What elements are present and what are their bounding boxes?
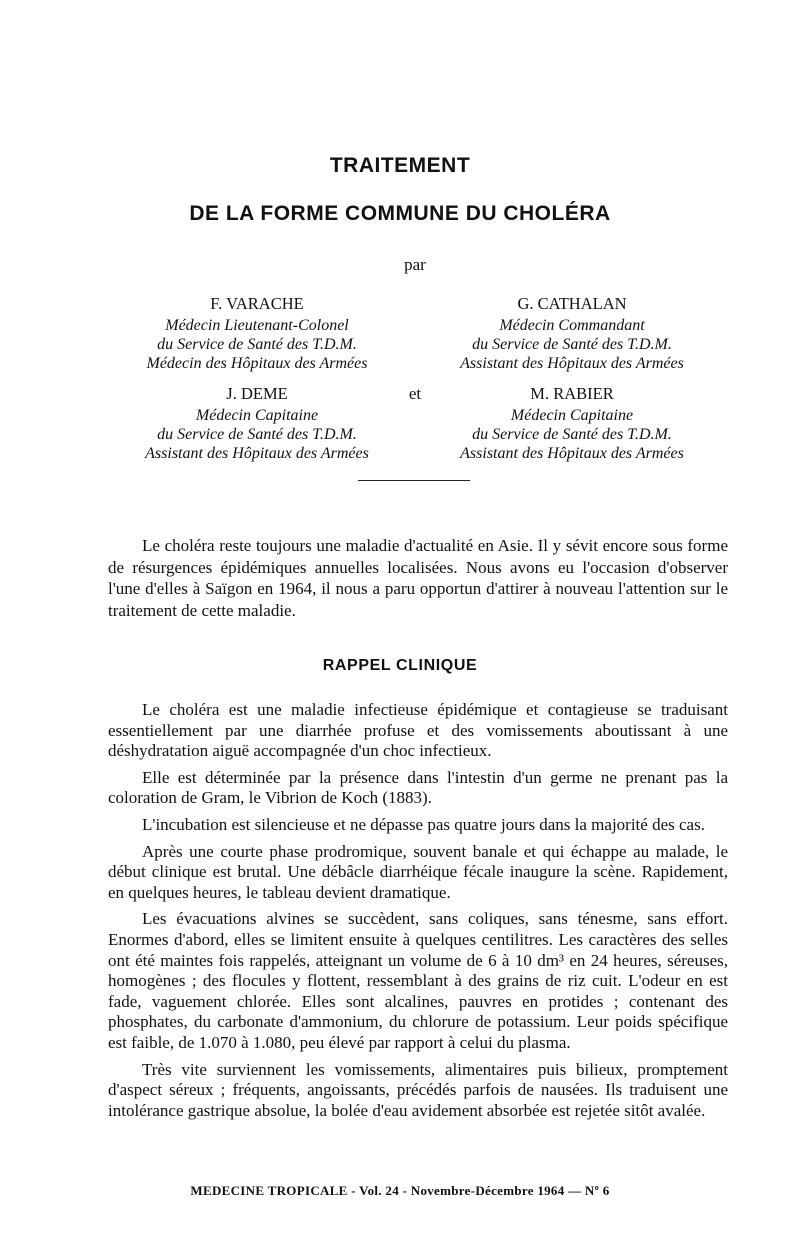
section-heading: RAPPEL CLINIQUE (322, 657, 478, 674)
author-block-varache (112, 294, 402, 373)
author-title-service: du Service de Santé des T.D.M. (472, 336, 672, 353)
body-paragraph-2: Elle est déterminée par la présence dans l'intestin d'un germe ne prenant pas la coloration de Gram, le Vibrion de Koch (1883). (108, 767, 728, 808)
journal-footer: MEDECINE TROPICALE - Vol. 24 - Novembre-Décembre 1964 — Nº 6 (190, 1183, 610, 1198)
author-name: M. RABIER (530, 384, 614, 403)
author-title-rank: Médecin Commandant (499, 317, 645, 334)
section-body (108, 700, 728, 1127)
body-paragraph-5: Les évacuations alvines se succèdent, sans coliques, sans ténesme, sans effort. Enormes d'abord, elles se limitent ensuite à quelques centilitres. Les caractères des selles ont été maintes fois rappelés, atteignant un volume de 6 à 10 dm³ en 24 heures, séreuses, homogènes ; des flocules y flottent, ressemblant à des grains de riz cuit. L'odeur en est fade, vaguement chlorée. Elles sont alcalines, pauvres en protides ; contenant des phosphates, du carbonate d'ammonium, du chlorure de potassium. Leur poids spécifique est faible, de 1.070 à 1.080, peu élevé par rapport à celui du plasma. (108, 909, 728, 1052)
author-name: F. VARACHE (210, 294, 304, 313)
author-title-service: du Service de Santé des T.D.M. (472, 426, 672, 443)
author-name: G. CATHALAN (517, 294, 627, 313)
article-title-line-2: DE LA FORME COMMUNE DU CHOLÉRA (189, 202, 611, 225)
body-paragraph-3: L'incubation est silencieuse et ne dépasse pas quatre jours dans la majorité des cas. (142, 814, 705, 834)
article-title-line-1: TRAITEMENT (329, 154, 471, 177)
intro-paragraph: Le choléra reste toujours une maladie d'actualité en Asie. Il y sévit encore sous forme de résurgences épidémiques annuelles localisées. Nous avons eu l'occasion d'observer l'une d'elles à Saïgon en 1964, il nous a paru opportun d'attirer à nouveau l'attention sur le traitement de cette maladie. (108, 536, 728, 620)
body-paragraph-4: Après une courte phase prodromique, souvent banale et qui échappe au malade, le début clinique est brutal. Une débâcle diarrhéique fécale inaugure la scène. Rapidement, en quelques heures, le tableau devient dramatique. (108, 841, 728, 902)
author-title-rank: Médecin Capitaine (195, 407, 319, 424)
body-paragraph-1: Le choléra est une maladie infectieuse épidémique et contagieuse se traduisant essentiellement par une diarrhée profuse et des vomissements aboutissant à une déshydratation aiguë accompagnée d'un choc infectieux. (108, 700, 728, 761)
author-title-hospital: Assistant des Hôpitaux des Armées (145, 445, 369, 462)
byline-par: par (404, 255, 426, 274)
byline-et: et (408, 384, 422, 403)
body-paragraph-6: Très vite surviennent les vomissements, alimentaires puis bilieux, promptement d'aspect séreux ; fréquents, angoissants, précédés parfois de nausées. Ils traduisent une intolérance gastrique absolue, la bolée d'eau avidement absorbée est rejetée sitôt avalée. (108, 1059, 728, 1120)
author-title-hospital: Assistant des Hôpitaux des Armées (460, 445, 684, 462)
author-title-rank: Médecin Lieutenant-Colonel (165, 317, 349, 334)
author-title-rank: Médecin Capitaine (510, 407, 634, 424)
author-title-hospital: Assistant des Hôpitaux des Armées (460, 355, 684, 372)
separator-rule (358, 480, 470, 481)
author-title-service: du Service de Santé des T.D.M. (157, 426, 357, 443)
author-block-cathalan (427, 294, 717, 373)
author-title-hospital: Médecin des Hôpitaux des Armées (146, 355, 368, 372)
author-block-deme (112, 384, 402, 463)
author-block-rabier (427, 384, 717, 463)
author-title-service: du Service de Santé des T.D.M. (157, 336, 357, 353)
author-name: J. DEME (226, 384, 288, 403)
